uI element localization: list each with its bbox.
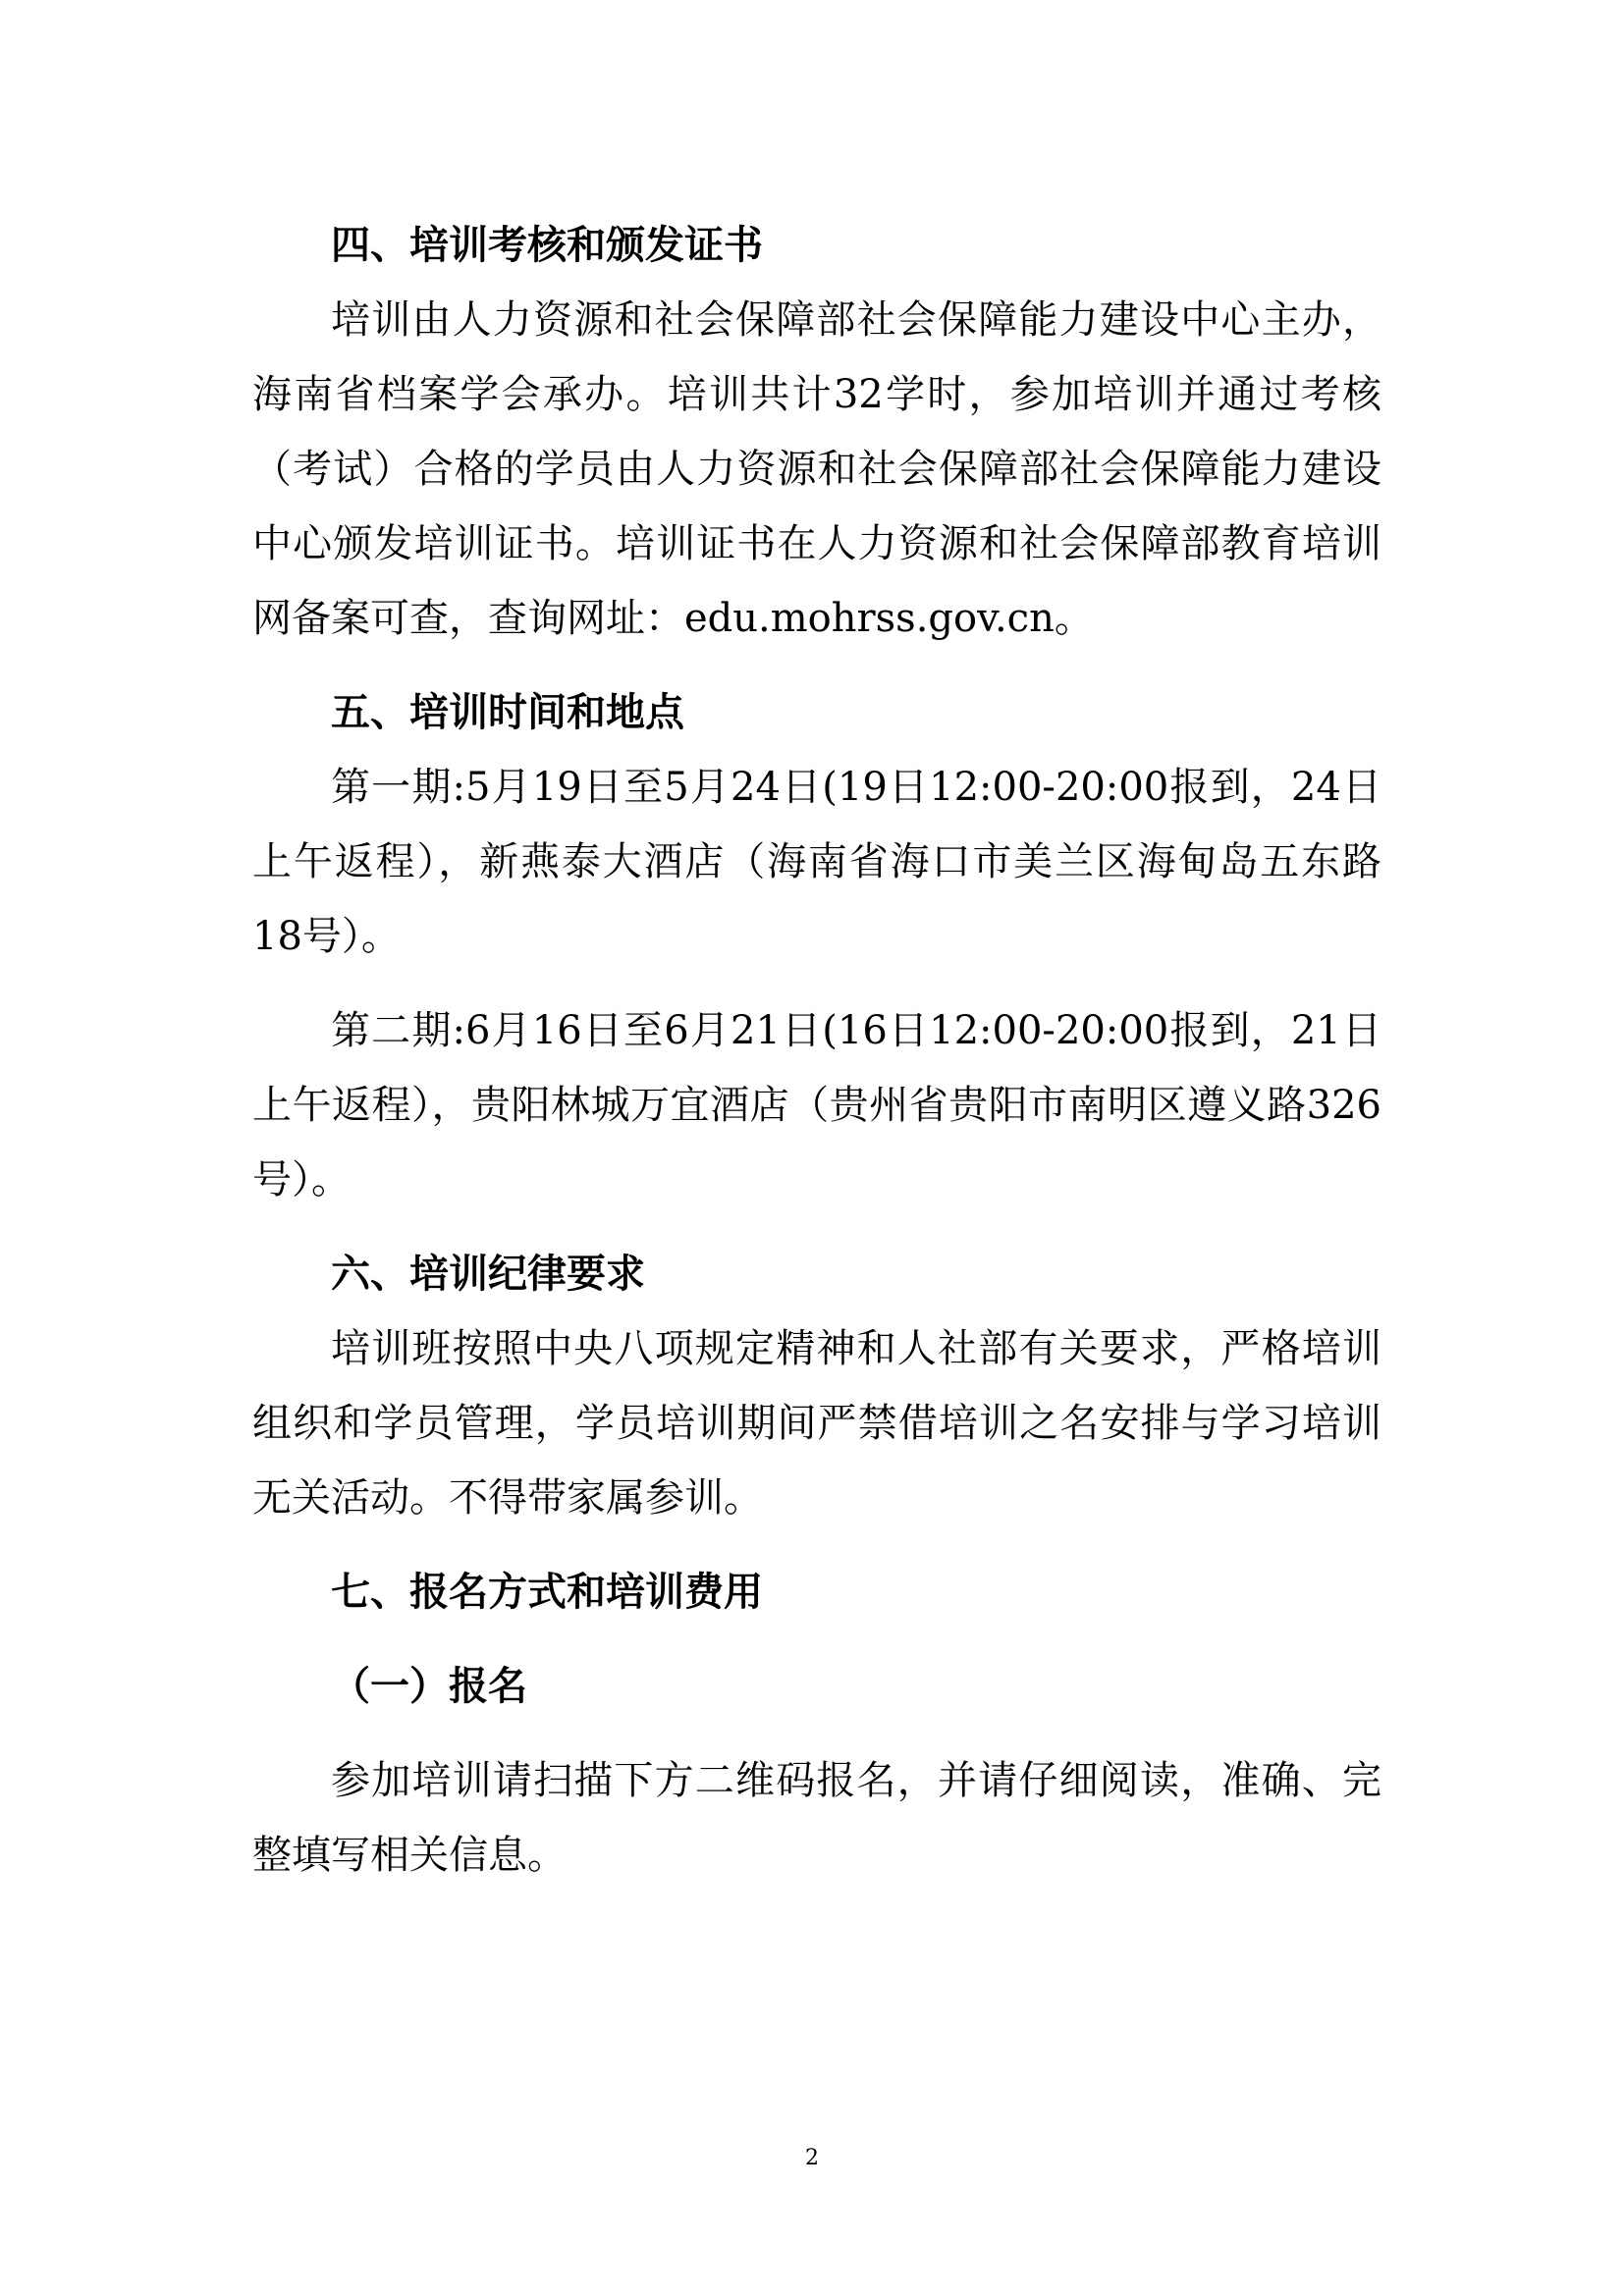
section-training-time-location [252,675,1381,1217]
section-training-discipline [252,1237,1381,1535]
paragraph: 参加培训请扫描下方二维码报名，并请仔细阅读，准确、完整填写相关信息。 [252,1758,1381,1878]
document-body [252,208,1381,1893]
paragraph: 培训由人力资源和社会保障部社会保障能力建设中心主办，海南省档案学会承办。培训共计32学时，参加培训并通过考核（考试）合格的学员由人力资源和社会保障部社会保障能力建设中心颁发培训证书。培训证书在人力资源和社会保障部教育培训网备案可查，查询网址：edu.mohrss.gov.cn。 [252,297,1381,641]
section-heading: 七、报名方式和培训费用 [331,1570,763,1615]
paragraph: 培训班按照中央八项规定精神和人社部有关要求，严格培训组织和学员管理，学员培训期间严禁借培训之名安排与学习培训无关活动。不得带家属参训。 [252,1326,1381,1521]
page-number: 2 [805,2146,819,2170]
subsection-heading: （一）报名 [331,1663,527,1709]
section-registration-fees [252,1555,1381,1893]
paragraph: 第二期:6月16日至6月21日(16日12:00-20:00报到，21日上午返程），贵阳林城万宜酒店（贵州省贵阳市南明区遵义路326号）。 [252,1008,1381,1202]
section-heading: 五、培训时间和地点 [331,690,684,735]
section-heading: 六、培训纪律要求 [331,1252,645,1297]
section-heading: 四、培训考核和颁发证书 [331,223,763,268]
paragraph: 第一期:5月19日至5月24日(19日12:00-20:00报到，24日上午返程），新燕泰大酒店（海南省海口市美兰区海甸岛五东路18号）。 [252,765,1381,959]
section-training-assessment [252,208,1381,656]
